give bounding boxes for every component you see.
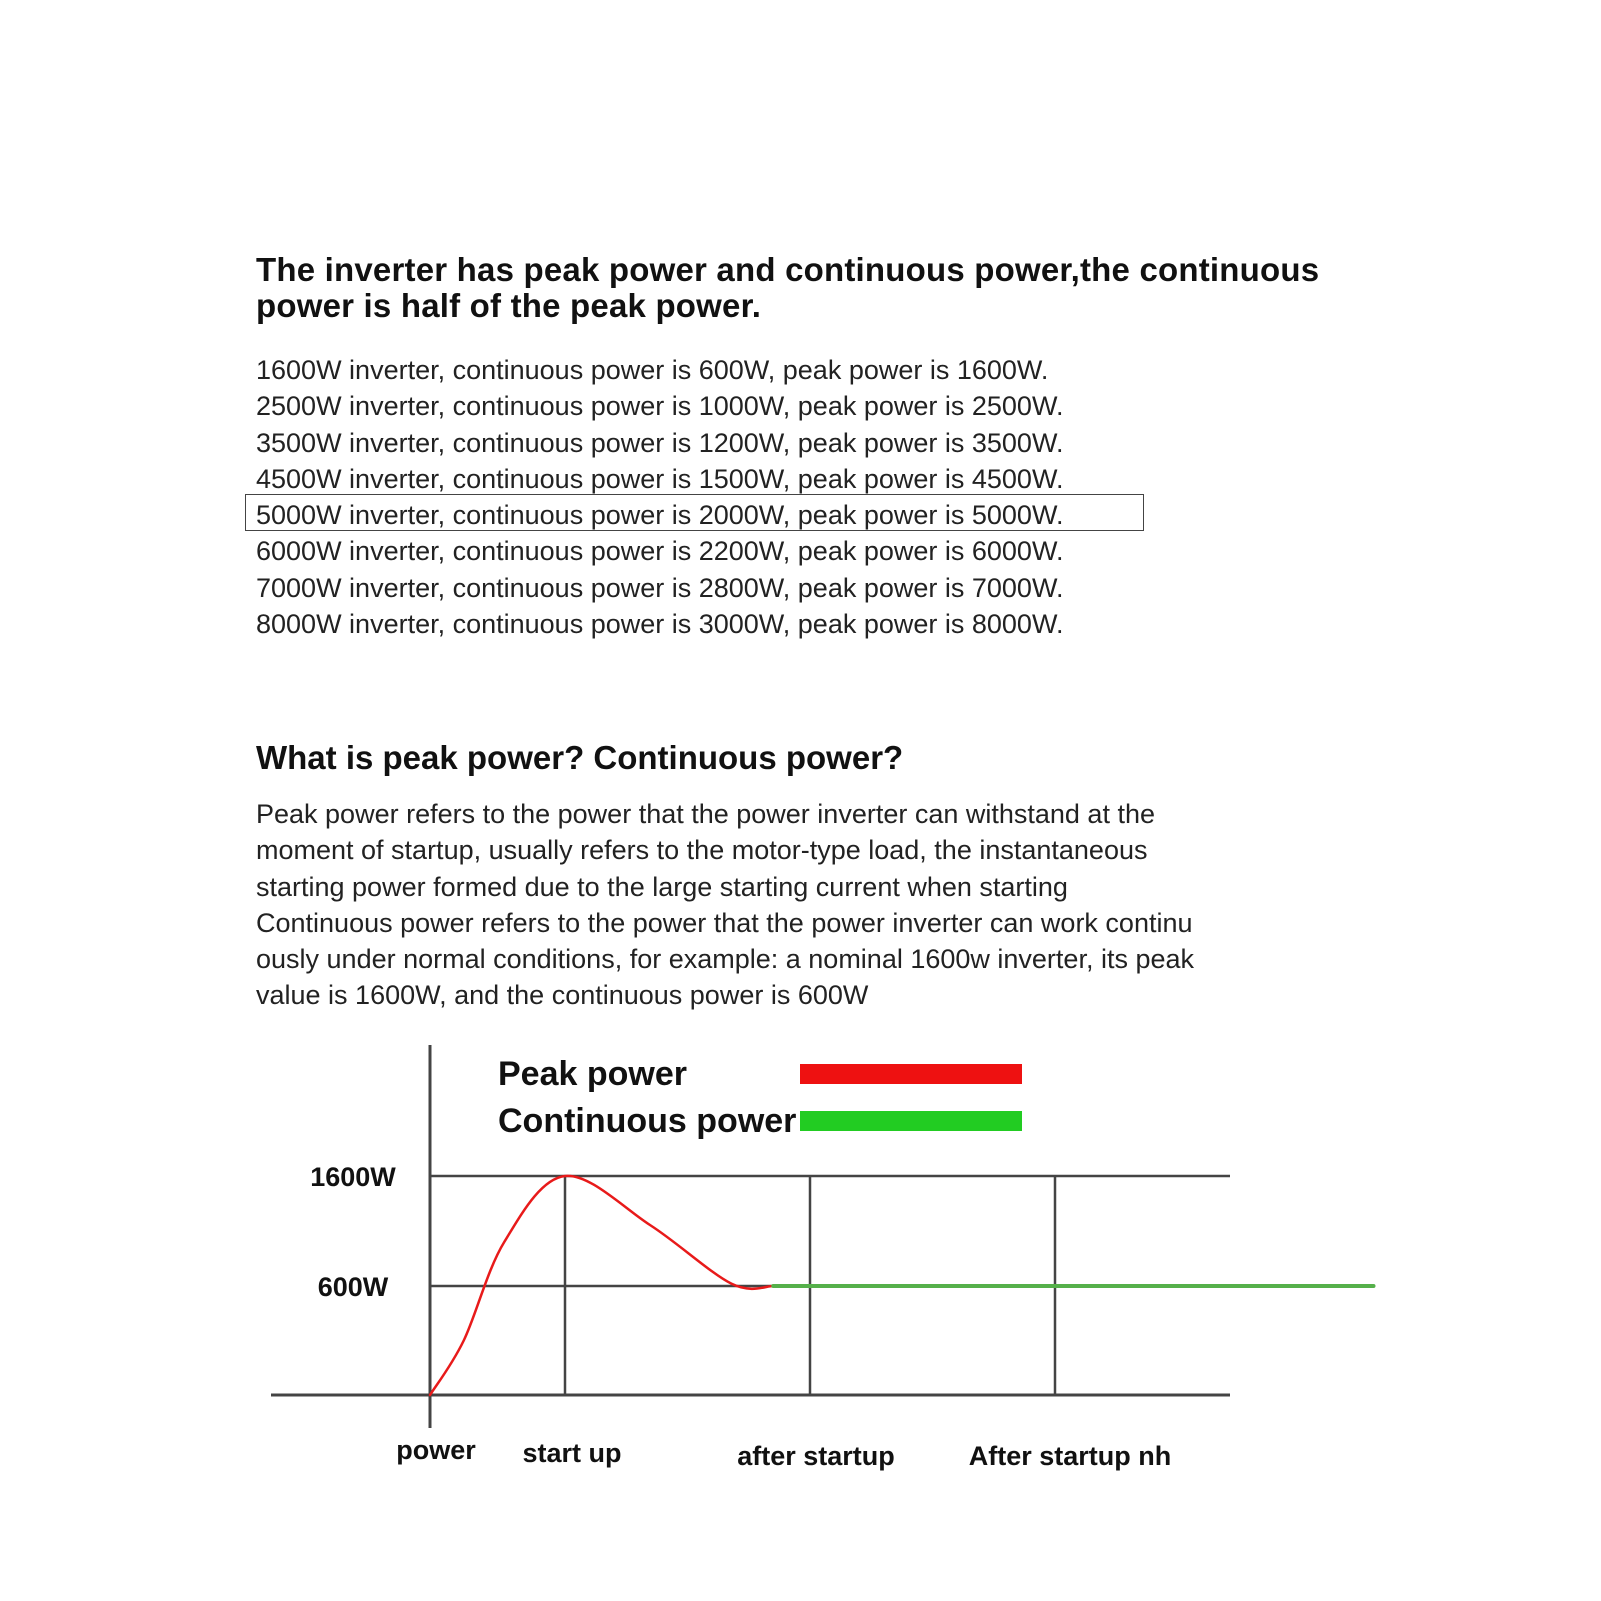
- x-tick-label: after startup: [737, 1441, 895, 1471]
- legend-swatch-peak: [800, 1064, 1022, 1084]
- y-tick-label: 1600W: [310, 1162, 396, 1192]
- x-tick-label: After startup nh: [968, 1441, 1172, 1471]
- section-title: What is peak power? Continuous power?: [256, 739, 904, 776]
- section-paragraph: Peak power refers to the power that the power inverter can withstand at the moment of startup, usually refers to the motor-type load, the instantaneous starting power formed due to the large starting current when starting Continuous power refers to the power that the power inverter can work continu ously under normal conditions, for example: a nominal 1600w inverter, its peak value is 1600W, and the continuous power is 600W: [256, 799, 1194, 1011]
- y-tick-label: 600W: [317, 1272, 389, 1302]
- spec-line: 4500W inverter, continuous power is 1500W, peak power is 4500W.: [256, 463, 1064, 494]
- legend-label: Peak power: [498, 1055, 687, 1093]
- spec-line: 6000W inverter, continuous power is 2200W, peak power is 6000W.: [256, 536, 1064, 567]
- x-tick-label: start up: [522, 1438, 622, 1468]
- x-tick-label: power: [396, 1435, 476, 1465]
- spec-line: 2500W inverter, continuous power is 1000W, peak power is 2500W.: [256, 391, 1064, 422]
- legend-label: Continuous power: [498, 1102, 797, 1140]
- page-title: The inverter has peak power and continuous power,the continuous power is half of the peak power.: [256, 251, 1320, 324]
- spec-line: 7000W inverter, continuous power is 2800W, peak power is 7000W.: [256, 572, 1064, 603]
- spec-line: 3500W inverter, continuous power is 1200W, peak power is 3500W.: [256, 427, 1064, 458]
- spec-line-highlighted: 5000W inverter, continuous power is 2000W, peak power is 5000W.: [256, 500, 1064, 531]
- spec-line: 1600W inverter, continuous power is 600W, peak power is 1600W.: [256, 355, 1049, 385]
- legend-swatch-continuous: [800, 1111, 1022, 1131]
- spec-line: 8000W inverter, continuous power is 3000W, peak power is 8000W.: [256, 609, 1064, 640]
